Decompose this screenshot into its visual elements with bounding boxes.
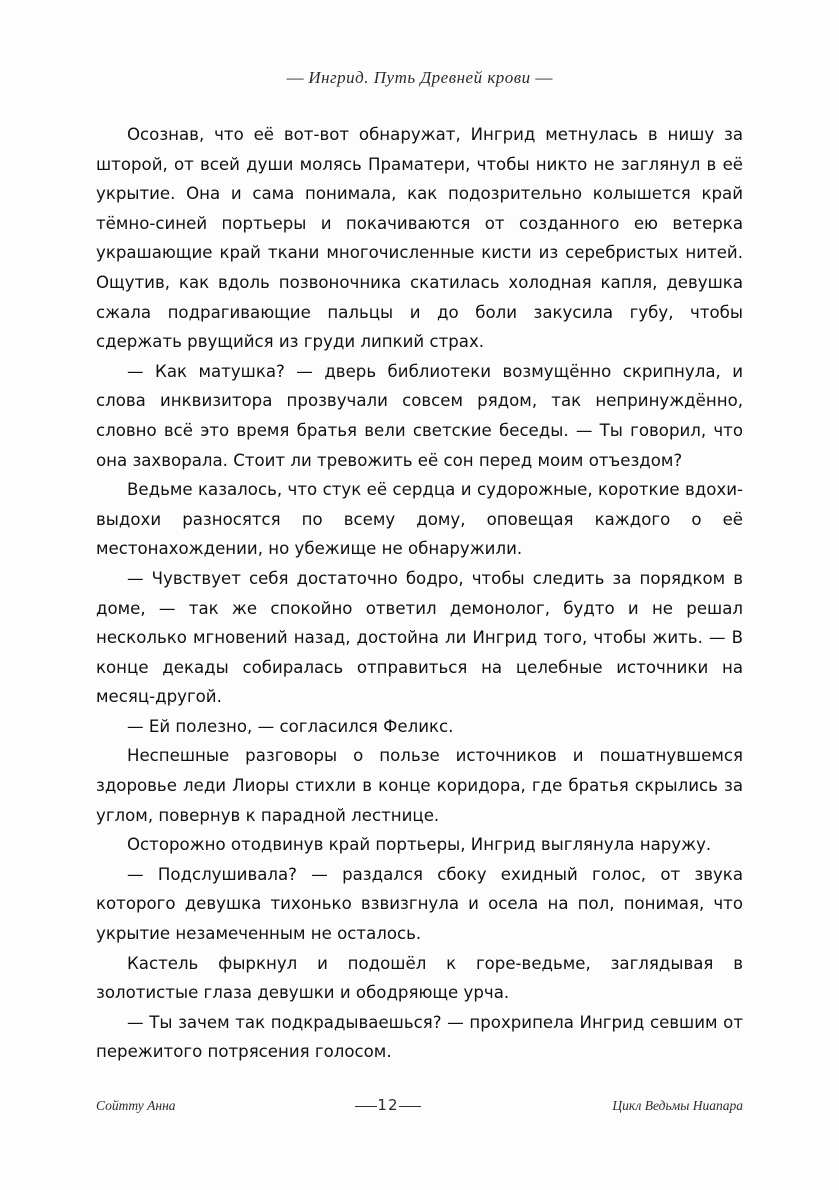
body-text <box>96 120 743 1067</box>
paragraph: — Как матушка? — дверь библиотеки возмущённо скрипнула, и слова инквизитора прозвучали совсем рядом, так непринуждённо, словно всё это время братья вели светские беседы. — Ты говорил, что она захворала. Стоит ли тревожить её сон перед моим отъездом? <box>96 361 743 470</box>
paragraph: Осознав, что её вот-вот обнаружат, Ингрид метнулась в нишу за шторой, от всей души моляcь Праматери, чтобы никто не заглянул в её укрытие. Она и сама понимала, как подозрительно колышется край тёмно-синей портьеры и покачиваются от созданного ею ветерка украшающие край ткани многочисленные кисти из серебристых нитей. Ощутив, как вдоль позвоночника скатилась холодная капля, девушка сжала подрагивающие пальцы и до боли закусила губу, чтобы сдержать рвущийся из груди липкий страх. <box>96 125 743 352</box>
paragraph: Осторожно отодвинув край портьеры, Ингрид выглянула наружу. <box>127 835 712 855</box>
running-head-left-dash: — <box>286 68 304 87</box>
paragraph: — Ты зачем так подкрадываешься? — прохрипела Ингрид севшим от пережитого потрясения голосом. <box>96 1012 743 1062</box>
page-content-area <box>96 0 743 1190</box>
running-head-title: Ингрид. Путь Древней крови <box>308 68 531 87</box>
paragraph: Ведьме казалось, что стук её сердца и судорожные, короткие вдохи-выдохи разносятся по всему дому, оповещая каждого о её местонахождении, но убежище не обнаружили. <box>96 480 743 559</box>
running-head-right-dash: — <box>535 68 553 87</box>
running-head <box>96 68 743 88</box>
page-number <box>355 1096 420 1114</box>
page-number-value: 12 <box>377 1096 399 1114</box>
page-number-left-rule <box>355 1106 377 1107</box>
paragraph: Кастель фыркнул и подошёл к горе-ведьме, заглядывая в золотистые глаза девушки и ободряюще урча. <box>96 953 743 1003</box>
paragraph: — Ей полезно, — согласился Феликс. <box>127 716 454 736</box>
page-footer <box>96 1096 743 1114</box>
footer-author: Сойтту Анна <box>96 1098 176 1113</box>
page-number-right-rule <box>399 1106 421 1107</box>
paragraph: — Чувствует себя достаточно бодро, чтобы следить за порядком в доме, — так же спокойно ответил демонолог, будто и не решал несколько мгновений назад, достойна ли Ингрид того, чтобы жить. — В конце декады собиралась отправиться на целебные источники на месяц-другой. <box>96 568 743 707</box>
paragraph: — Подслушивала? — раздался сбоку ехидный голос, от звука которого девушка тихонько взвизгнула и осела на пол, понимая, что укрытие незамеченным не осталось. <box>96 864 743 944</box>
paragraph: Неспешные разговоры о пользе источников и пошатнувшемся здоровье леди Лиоры стихли в конце коридора, где братья скрылись за углом, повернув к парадной лестнице. <box>96 746 743 825</box>
footer-series: Цикл Ведьмы Ниапара <box>612 1098 743 1113</box>
